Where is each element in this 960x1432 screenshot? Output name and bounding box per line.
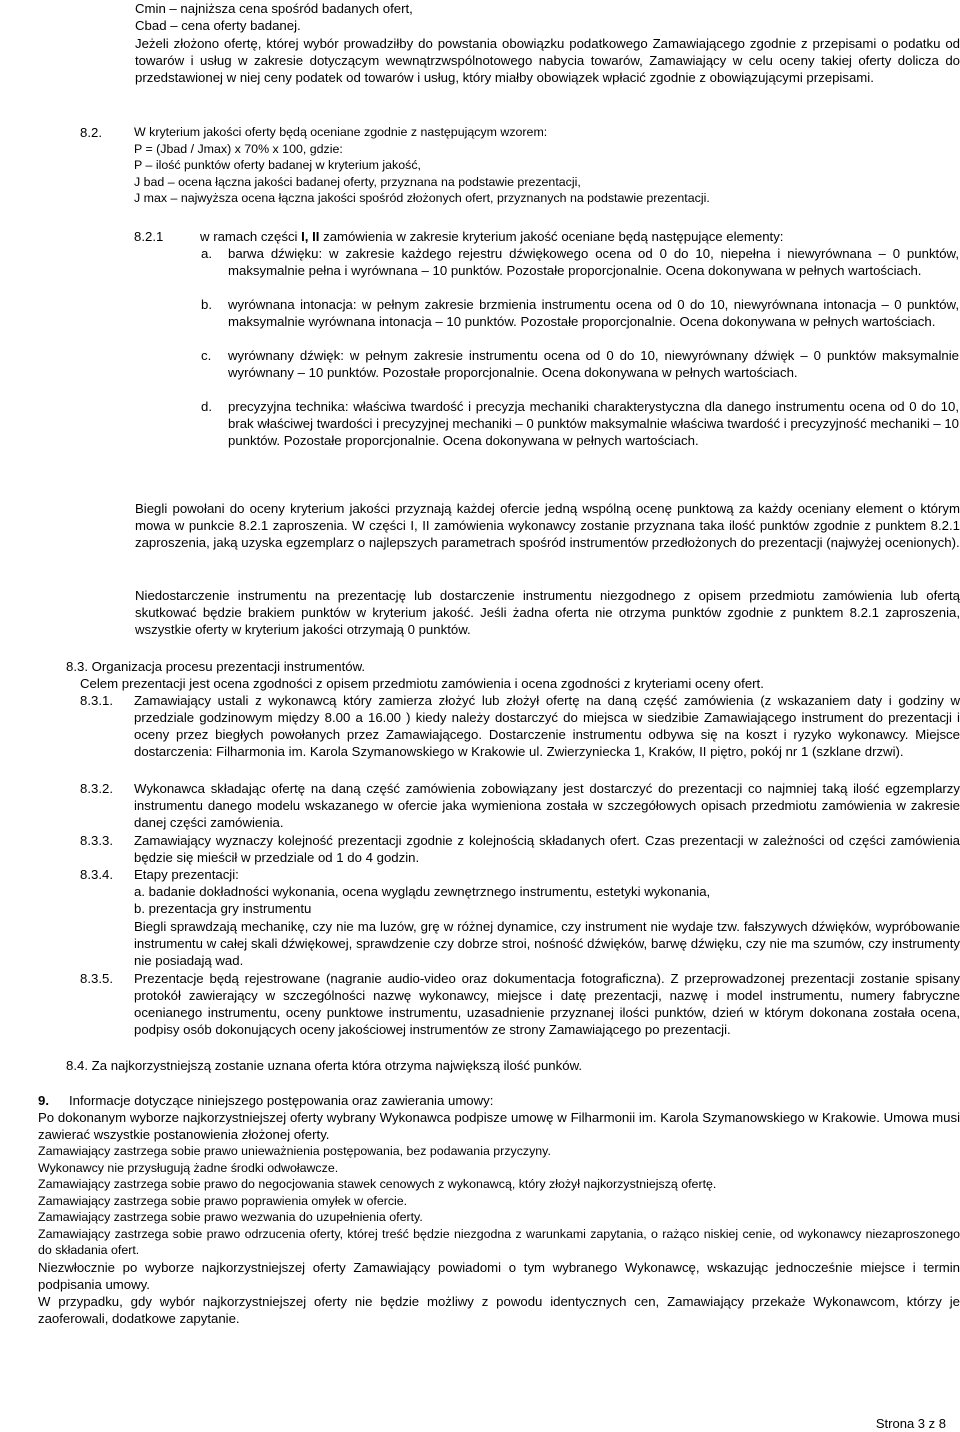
formula-jmax-definition: J max – najwyższa ocena łączna jakości spośród złożonych ofert, przyznanych na podstawie prezentacji. <box>134 191 710 205</box>
section-8-3-1-number: 8.3.1. <box>80 693 113 708</box>
quality-formula-intro: W kryterium jakości oferty będą oceniane zgodnie z następującym wzorem: <box>134 125 548 139</box>
section-9-number: 9. <box>38 1093 49 1108</box>
section-8-3-5-number: 8.3.5. <box>80 971 113 986</box>
contract-paragraph: Po dokonanym wyborze najkorzystniejszej oferty wybrany Wykonawca podpisze umowę w Filharmonii im. Karola Szymanowskiego w Krakowie. Umowa musi zawierać wszystkie postanowienia złożonej oferty. <box>38 1110 960 1142</box>
formula-jbad-definition: J bad – ocena łączna jakości badanej oferty, przyznana na podstawie prezentacji, <box>134 174 581 189</box>
section-8-2-1-number: 8.2.1 <box>134 229 164 244</box>
supplement-right: Zamawiający zastrzega sobie prawo wezwania do uzupełnienia oferty. <box>38 1210 423 1224</box>
section-8-4: 8.4. Za najkorzystniejszą zostanie uznana oferta która otrzyma największą ilość punków. <box>66 1058 583 1073</box>
parts-label: I, II <box>301 229 320 244</box>
section-8-3-intro: Celem prezentacji jest ocena zgodności z opisem przedmiotu zamówienia i ocena zgodności z kryteriami oceny ofert. <box>80 676 764 691</box>
item-b-letter: b. <box>201 297 212 312</box>
rejection-right: Zamawiający zastrzega sobie prawo odrzucenia oferty, której treść będzie niezgodna z warunkami zapytania, o rażąco niskiej cenie, od wykonawcy niezaproszonego do składania ofert. <box>38 1226 960 1257</box>
item-c-letter: c. <box>201 348 212 363</box>
section-8-3-5-text: Prezentacje będą rejestrowane (nagranie audio-video oraz dokumentacja fotograficzna). Z przeprowadzonej prezentacji zostanie spisany protokół zawierający w szczególności nazwę wykonawcy, miejsce i datę prezentacji, nazwę i model instrumentu, numery fabryczne ocenianego instrumentu, oceny punktowe instrumentu, uzasadnienie przyznanej ilości punktów, dzień w którym dokonana została ocena, podpisy osób dokonujących oceny jakościowej instrumentów ze strony Zamawiającego po prezentacji. <box>134 971 960 1037</box>
section-8-3-4-number: 8.3.4. <box>80 867 113 882</box>
item-a-letter: a. <box>201 246 212 261</box>
section-8-2-1-intro: w ramach części I, II zamówienia w zakresie kryterium jakość oceniane będą następujące elementy: <box>200 229 784 244</box>
stage-a: a. badanie dokładności wykonania, ocena wyglądu zewnętrznego instrumentu, estetyki wykonania, <box>134 884 711 899</box>
section-8-3-heading: 8.3. Organizacja procesu prezentacji instrumentów. <box>66 659 366 674</box>
section-8-3-3-number: 8.3.3. <box>80 833 113 848</box>
section-8-2-number: 8.2. <box>80 125 102 140</box>
vat-paragraph: Jeżeli złożono ofertę, której wybór prowadziłby do powstania obowiązku podatkowego Zamawiającego zgodnie z przepisami o podatku od towarów i usług w zakresie dotyczącym wewnątrzwspólnotowego nabycia towarów, Zamawiający w celu oceny takiej oferty dolicza do przedstawionej w niej ceny podatek od towarów i usług, który miałby obowiązek wpłacić zgodnie z obowiązującymi przepisami. <box>135 36 960 85</box>
item-d-text: precyzyjna technika: właściwa twardość i precyzja mechaniki charakterystyczna dla danego instrumentu ocena od 0 do 10, brak właściwej twardości i precyzyjnej mechaniki – 0 punktów maksymalnie właściwa twardość i precyzyjność mechaniki – 10 punktów. Pozostałe proporcjonalnie. Ocena dokonywana w pełnych wartościach. <box>228 399 959 448</box>
correction-right: Zamawiający zastrzega sobie prawo poprawienia omyłek w ofercie. <box>38 1193 408 1208</box>
page-number: Strona 3 z 8 <box>875 1416 946 1431</box>
section-8-3-2-number: 8.3.2. <box>80 781 113 796</box>
quality-formula: P = (Jbad / Jmax) x 70% x 100, gdzie: <box>134 141 343 156</box>
formula-p-definition: P – ilość punktów oferty badanej w kryterium jakość, <box>134 158 421 172</box>
cbad-definition: Cbad – cena oferty badanej. <box>135 18 301 33</box>
section-8-3-3-text: Zamawiający wyznaczy kolejność prezentacji zgodnie z kolejnością składanych ofert. Czas prezentacji w zależności od części zamówienia będzie się mieścił w przedziale od 1 do 4 godzin. <box>134 833 960 865</box>
section-8-3-4-text: Etapy prezentacji: <box>134 867 239 882</box>
section-9-body <box>38 1109 960 1327</box>
experts-check-paragraph: Biegli sprawdzają mechanikę, czy nie ma luzów, grę w różnej dynamice, czy instrument nie wydaje tzw. fałszywych dźwięków, wypróbowanie instrumentu w całej skali dźwiękowej, sprawdzenie czy dobrze stroi, nośność dźwięków, barwę dźwięku, czy nie ma szumów, czy instrumenty nie posiadają wad. <box>134 919 960 968</box>
negotiation-right: Zamawiający zastrzega sobie prawo do negocjowania stawek cenowych z wykonawcą, który złożył najkorzystniejszą ofertę. <box>38 1177 717 1191</box>
item-d-letter: d. <box>201 399 212 414</box>
non-delivery-paragraph: Niedostarczenie instrumentu na prezentację lub dostarczenie instrumentu niezgodnego z opisem przedmiotu zamówienia lub ofertą skutkować będzie brakiem punktów w kryterium jakość. Jeśli żadna oferta nie otrzyma punktów zgodnie z punktem 8.2.1 zaproszenia, wszystkie oferty w kryterium jakości otrzymają 0 punktów. <box>135 588 960 637</box>
no-appeal: Wykonawcy nie przysługują żadne środki odwoławcze. <box>38 1160 339 1175</box>
cmin-definition: Cmin – najniższa cena spośród badanych ofert, <box>135 1 413 16</box>
item-b-text: wyrównana intonacja: w pełnym zakresie brzmienia instrumentu ocena od 0 do 10, niewyrównana intonacja – 0 punktów, maksymalnie wyrównana intonacja – 10 punktów. Pozostałe proporcjonalnie. Ocena dokonywana w pełnych wartościach. <box>228 297 959 329</box>
item-a-text: barwa dźwięku: w zakresie każdego rejestru dźwiękowego ocena od 0 do 10, niepełna i niewyrównana – 0 punktów, maksymalnie pełna i wyrównana – 10 punktów. Pozostałe proporcjonalnie. Ocena dokonywana w pełnych wartościach. <box>228 246 959 278</box>
item-c-text: wyrównany dźwięk: w pełnym zakresie instrumentu ocena od 0 do 10, niewyrównany dźwięk – 0 punktów maksymalnie wyrównany – 10 punktów. Pozostałe proporcjonalnie. Ocena dokonywana w pełnych wartościach. <box>228 348 959 380</box>
section-8-3-1-text: Zamawiający ustali z wykonawcą który zamierza złożyć lub złożył ofertę na daną część zamówienia (z wskazaniem daty i godziny w przedziale godzinowym między 8.00 a 16.00 ) kiedy należy dostarczyć do miejsca w siedzibie Zamawiającego instrument do prezentacji i oceny przez biegłych powołanych przez Zamawiającego. Dostarczenie instrumentu odbywa się na koszt i ryzyko wykonawcy. Miejsce dostarczenia: Filharmonia im. Karola Szymanowskiego w Krakowie ul. Zwierzyniecka 1, Kraków, II piętro, pokój nr 1 (szklane drzwi). <box>134 693 960 759</box>
identical-prices-paragraph: W przypadku, gdy wybór najkorzystniejszej oferty nie będzie możliwy z powodu identycznych cen, Zamawiający przekaże Wykonawcom, którzy je zaoferowali, dodatkowe zapytanie. <box>38 1293 960 1326</box>
section-8-3-2-text: Wykonawca składając ofertę na daną część zamówienia zobowiązany jest dostarczyć do prezentacji co najmniej taką ilość egzemplarzy instrumentu danego modelu wskazanego w ofercie jaka wymieniona została w szczegółowych opisach przedmiotu zamówienia w zakresie danej części zamówienia. <box>134 781 960 830</box>
experts-paragraph: Biegli powołani do oceny kryterium jakości przyznają każdej ofercie jedną wspólną ocenę punktową za każdy oceniany element o którym mowa w punkcie 8.2.1 zaproszenia. W części I, II zamówienia wykonawcy zostanie przyznana taka ilość punktów zgodnie z punktem 8.2.1 zaproszenia, jaką uzyska egzemplarz o najlepszych parametrach spośród instrumentów przedłożonych do prezentacji (najwyżej ocenionych). <box>135 501 960 550</box>
section-9-heading: Informacje dotyczące niniejszego postępowania oraz zawierania umowy: <box>69 1093 494 1108</box>
notification-paragraph: Niezwłocznie po wyborze najkorzystniejszej oferty Zamawiający powiadomi o tym wybranego Wykonawcę, wskazując jednocześnie miejsce i termin podpisania umowy. <box>38 1259 960 1292</box>
stage-b: b. prezentacja gry instrumentu <box>134 901 312 916</box>
cancel-right: Zamawiający zastrzega sobie prawo unieważnienia postępowania, bez podawania przyczyny. <box>38 1144 551 1158</box>
section-8-2-body <box>134 124 954 207</box>
